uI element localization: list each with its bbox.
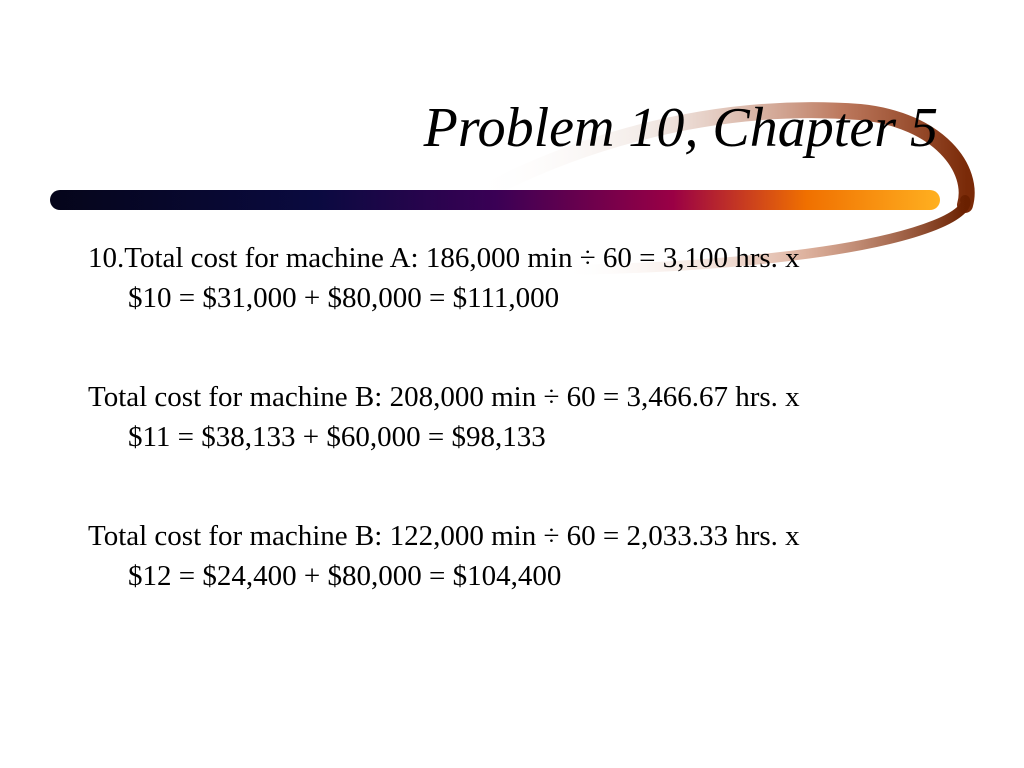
paragraph-line: $11 = $38,133 + $60,000 = $98,133 bbox=[128, 421, 546, 453]
paragraph-machine-b-second bbox=[88, 516, 948, 596]
slide-body bbox=[88, 238, 948, 655]
slide-title: Problem 10, Chapter 5 bbox=[423, 97, 938, 159]
paragraph-machine-a bbox=[88, 238, 948, 318]
paragraph-line: $10 = $31,000 + $80,000 = $111,000 bbox=[128, 282, 560, 314]
paragraph-line: $12 = $24,400 + $80,000 = $104,400 bbox=[128, 560, 562, 592]
paragraph-line: 10.Total cost for machine A: 186,000 min ÷ 60 = 3,100 hrs. x bbox=[88, 242, 800, 274]
paragraph-machine-b bbox=[88, 377, 948, 457]
paragraph-line: Total cost for machine B: 122,000 min ÷ 60 = 2,033.33 hrs. x bbox=[88, 520, 800, 552]
paragraph-line: Total cost for machine B: 208,000 min ÷ 60 = 3,466.67 hrs. x bbox=[88, 381, 800, 413]
